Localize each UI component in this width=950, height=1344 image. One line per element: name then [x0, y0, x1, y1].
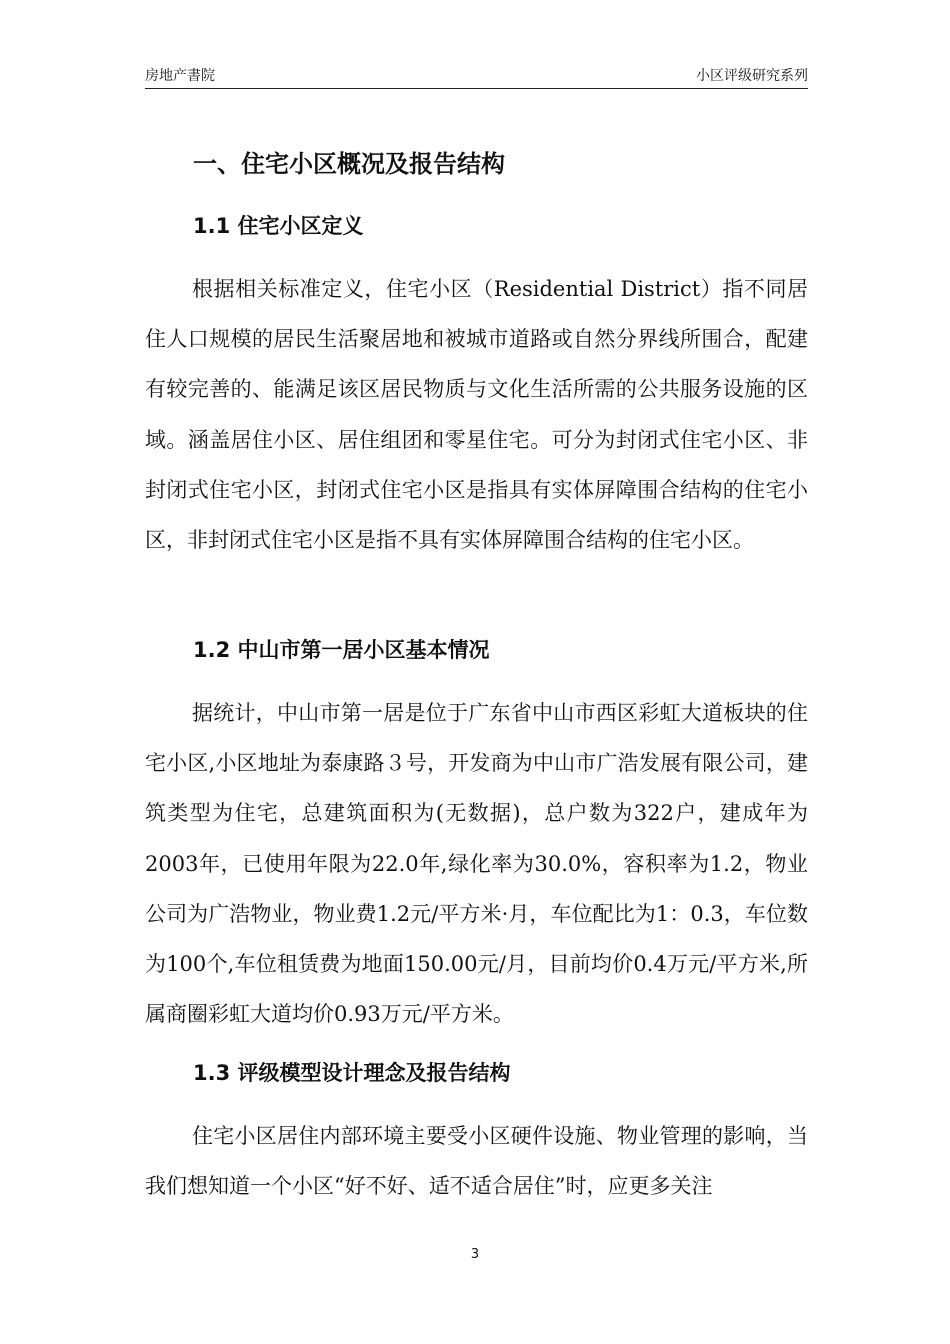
subsection-title-1-2: 1.2 中山市第一居小区基本情况: [193, 638, 490, 662]
section-title: 一、住宅小区概况及报告结构: [193, 150, 505, 178]
header-publisher: 房地产書院: [145, 68, 215, 84]
page-number: 3: [470, 1247, 480, 1262]
subsection-body-1-1: 根据相关标准定义，住宅小区（Residential District）指不同居住人口规模的居民生活聚居地和被城市道路或自然分界线所围合，配建有较完善的、能满足该区居民物质与文化生活所需的公共服务设施的区域。涵盖居住小区、居住组团和零星住宅。可分为封闭式住宅小区、非封闭式住宅小区，封闭式住宅小区是指具有实体屏障围合结构的住宅小区，非封闭式住宅小区是指不具有实体屏障围合结构的住宅小区。: [145, 277, 808, 553]
header-series-title: 小区评级研究系列: [696, 68, 808, 84]
subsection-title-1-3: 1.3 评级模型设计理念及报告结构: [193, 1061, 511, 1085]
page-header: [145, 66, 808, 89]
subsection-title-1-1: 1.1 住宅小区定义: [193, 214, 364, 238]
subsection-body-1-2: 据统计，中山市第一居是位于广东省中山市西区彩虹大道板块的住宅小区,小区地址为泰康路３号，开发商为中山市广浩发展有限公司，建筑类型为住宅，总建筑面积为(无数据)，总户数为322户，建成年为2003年，已使用年限为22.0年,绿化率为30.0%，容积率为1.2，物业公司为广浩物业，物业费1.2元/平方米·月，车位配比为1：0.3，车位数为100个,车位租赁费为地面150.00元/月，目前均价0.4万元/平方米,所属商圈彩虹大道均价0.93万元/平方米。: [145, 701, 808, 1027]
subsection-body-1-3: 住宅小区居住内部环境主要受小区硬件设施、物业管理的影响，当我们想知道一个小区“好不好、适不适合居住”时，应更多关注: [145, 1124, 808, 1199]
